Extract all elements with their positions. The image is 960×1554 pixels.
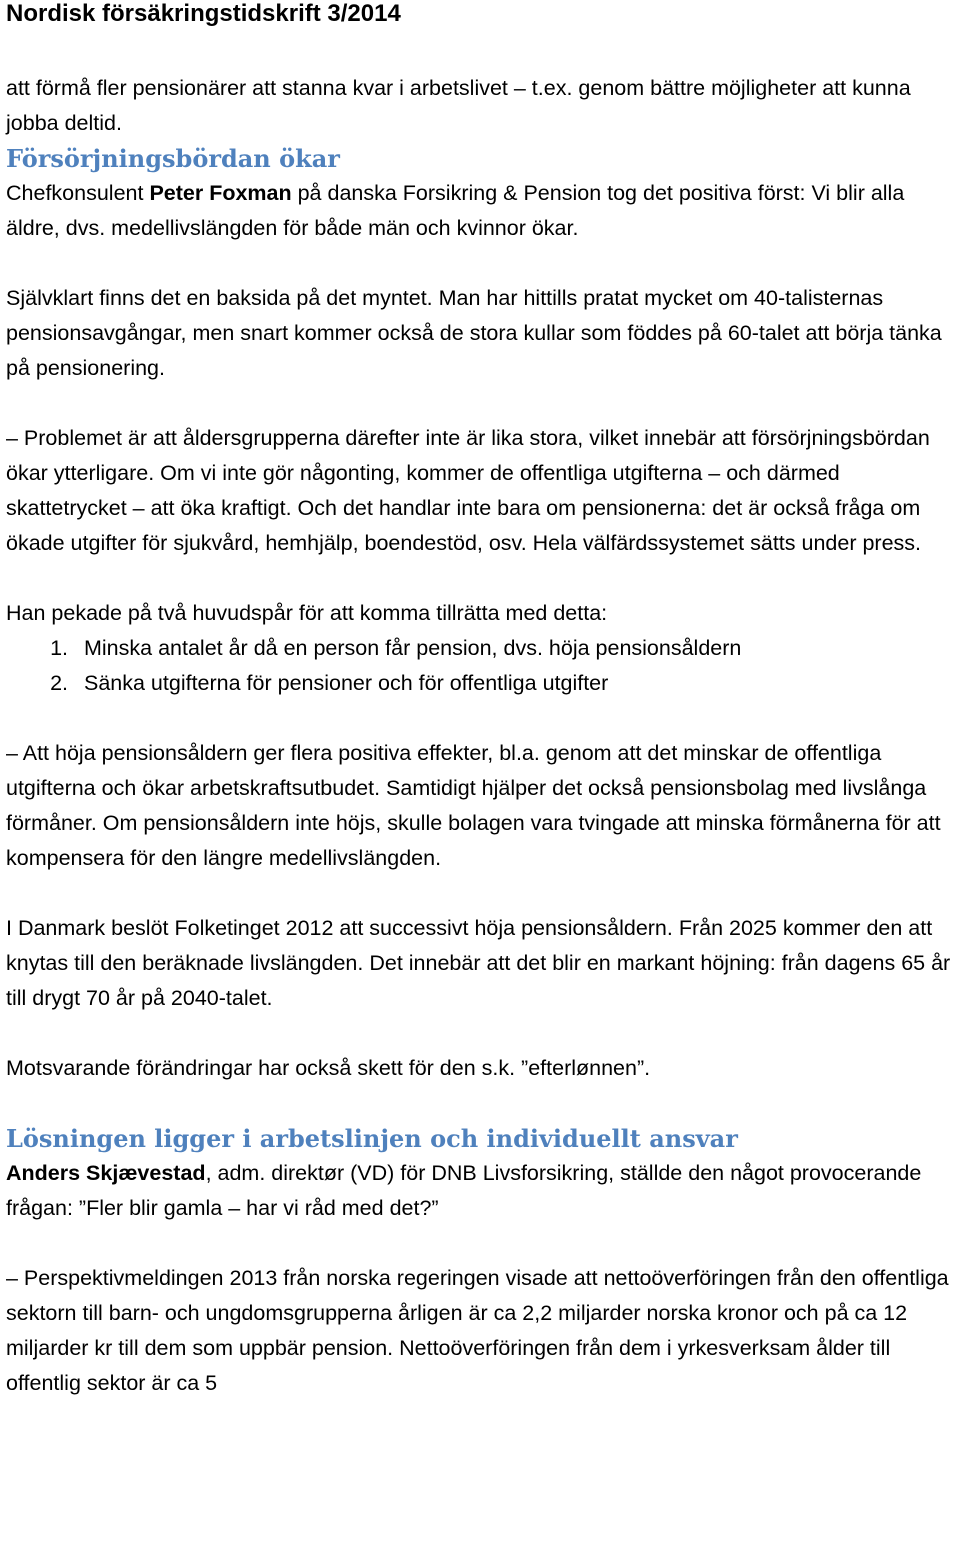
- paragraph-1-text-b: på danska Forsikring & Pension tog det positiva först: Vi blir alla äldre, dvs. medellivslängden för både män och kvinnor ökar.: [6, 181, 905, 240]
- person-name-foxman: Peter Foxman: [149, 181, 292, 205]
- paragraph-9: – Perspektivmeldingen 2013 från norska regeringen visade att nettoöverföringen från den offentliga sektorn till barn- och ungdomsgrupperna årligen är ca 2,2 miljarder norska kronor och på ca 12 miljarder kr till dem som uppbär pension. Nettoöverföringen från dem i yrkesverksam ålder till offentlig sektor är ca 5: [6, 1266, 949, 1395]
- list-item-number: 2.: [50, 671, 68, 695]
- list-item-number: 1.: [50, 636, 68, 660]
- section-heading-2: Lösningen ligger i arbetslinjen och individuellt ansvar: [6, 1124, 738, 1153]
- list-item-text: Sänka utgifterna för pensioner och för offentliga utgifter: [84, 671, 609, 695]
- section-heading-1: Försörjningsbördan ökar: [6, 144, 340, 173]
- person-name-skjaevestad: Anders Skjævestad: [6, 1161, 206, 1185]
- list-item-text: Minska antalet år då en person får pension, dvs. höja pensionsåldern: [84, 636, 742, 660]
- paragraph-6: I Danmark beslöt Folketinget 2012 att successivt höja pensionsåldern. Från 2025 kommer den att knytas till den beräknade livslängden. Det innebär att det blir en markant höjning: från dagens 65 år till drygt 70 år på 2040-talet.: [6, 916, 951, 1010]
- paragraph-5: – Att höja pensionsåldern ger flera positiva effekter, bl.a. genom att det minskar de offentliga utgifterna och ökar arbetskraftsutbudet. Samtidigt hjälper det också pensionsbolag med livslånga förmåner. Om pensionsåldern inte höjs, skulle bolagen vara tvingade att minska förmånerna för att kompensera för den längre medellivslängden.: [6, 741, 941, 870]
- paragraph-7: Motsvarande förändringar har också skett för den s.k. ”efterlønnen”.: [6, 1056, 651, 1080]
- list-item: [6, 631, 956, 666]
- numbered-list: [6, 631, 956, 701]
- paragraph-4: Han pekade på två huvudspår för att komma tillrätta med detta:: [6, 601, 608, 625]
- running-header: Nordisk försäkringstidskrift 3/2014: [6, 0, 401, 27]
- paragraph-8: [6, 1156, 956, 1226]
- paragraph-3: – Problemet är att åldersgrupperna därefter inte är lika stora, vilket innebär att försörjningsbördan ökar ytterligare. Om vi inte gör någonting, kommer de offentliga utgifterna – och därmed skattetrycket – att öka kraftigt. Och det handlar inte bara om pensionerna: det är också fråga om ökade utgifter för sjukvård, hemhjälp, boendestöd, osv. Hela välfärdssystemet sätts under press.: [6, 426, 930, 555]
- paragraph-intro: att förmå fler pensionärer att stanna kvar i arbetslivet – t.ex. genom bättre möjligheter att kunna jobba deltid.: [6, 76, 911, 135]
- article-body: [6, 71, 956, 1401]
- paragraph-8-text: , adm. direktør (VD) för DNB Livsforsikring, ställde den något provocerande frågan: ”Fler blir gamla – har vi råd med det?”: [6, 1161, 922, 1220]
- list-item: [6, 666, 956, 701]
- paragraph-2: Självklart finns det en baksida på det myntet. Man har hittills pratat mycket om 40-talisternas pensionsavgångar, men snart kommer också de stora kullar som föddes på 60-talet att börja tänka på pensionering.: [6, 286, 942, 380]
- paragraph-1: [6, 176, 956, 246]
- paragraph-1-text-a: Chefkonsulent: [6, 181, 150, 205]
